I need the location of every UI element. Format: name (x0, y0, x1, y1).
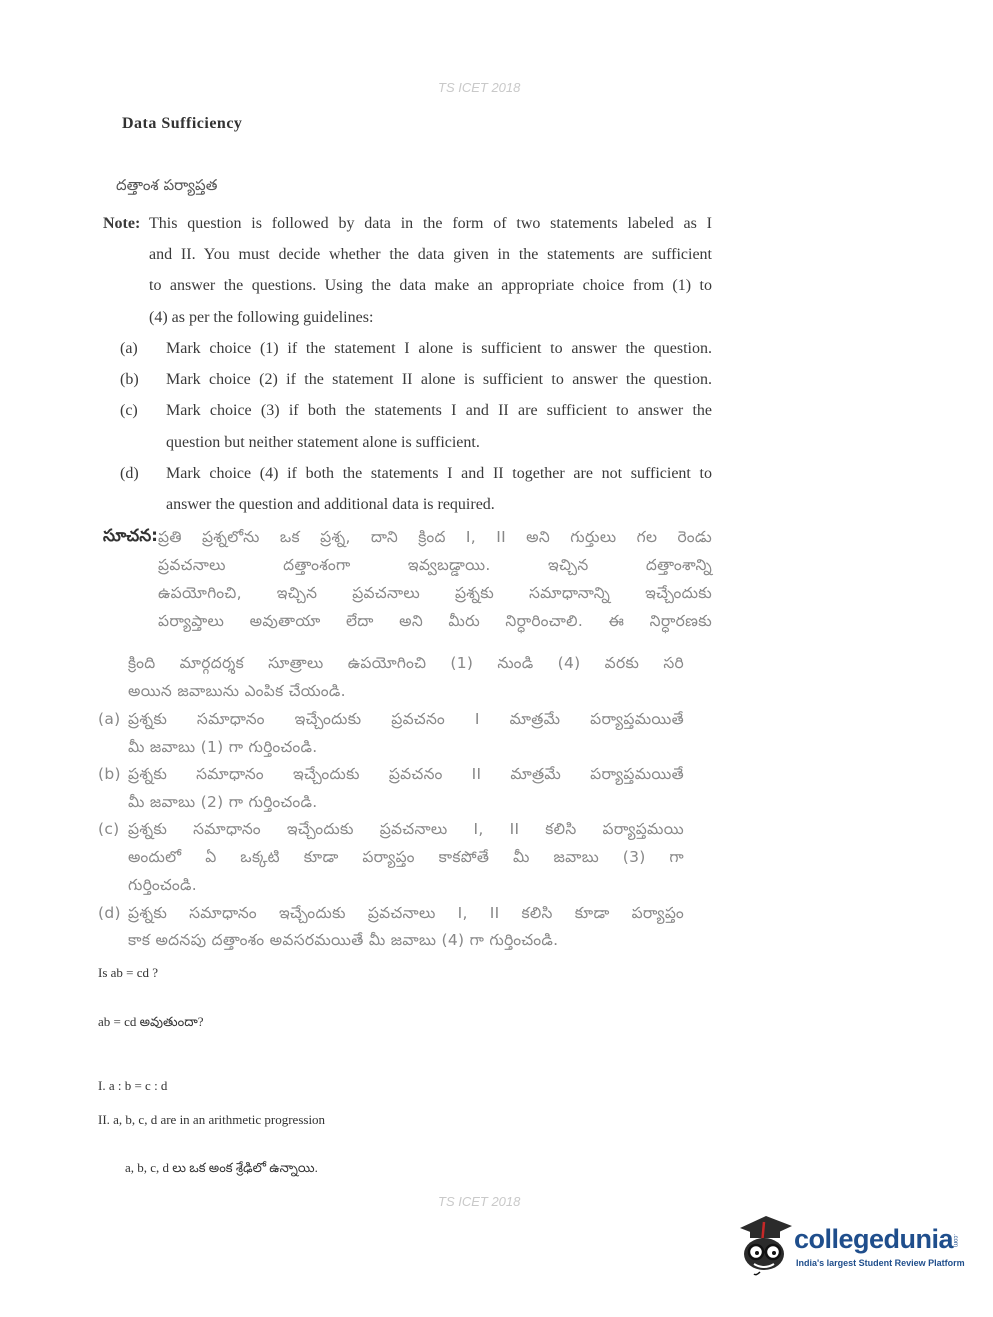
graduate-mascot-icon (734, 1210, 794, 1280)
choice-line-te: గుర్తించండి. (128, 876, 197, 894)
choice-line-te: ప్రశ్నకు సమాధానం ఇచ్చేందుకు ప్రవచనం I మాత్రమే పర్యాప్తమయితే (128, 710, 684, 728)
section-title: Data Sufficiency (122, 115, 243, 132)
note-line: and II. You must decide whether the data given in the statements are sufficient (149, 246, 712, 263)
note-te-line: ప్రవచనాలు దత్తాంశంగా ఇవ్వబడ్డాయి. ఇచ్చిన దత్తాంశాన్ని (158, 556, 712, 574)
statement-one: I. a : b = c : d (98, 1078, 168, 1093)
question-text-telugu: ab = cd అవుతుందా? (98, 1014, 204, 1029)
choice-line: question but neither statement alone is sufficient. (166, 434, 480, 451)
choice-marker-te: (d) (98, 904, 121, 922)
collegedunia-logo (734, 1210, 964, 1280)
choice-line-te: ప్రశ్నకు సమాధానం ఇచ్చేందుకు ప్రవచనాలు I, II కలిసి కూడా పర్యాప్తం (128, 904, 684, 922)
footer-watermark: TS ICET 2018 (438, 1194, 521, 1209)
choice-line-te: ప్రశ్నకు సమాధానం ఇచ్చేందుకు ప్రవచనాలు I, II కలిసి పర్యాప్తమయి (128, 820, 684, 838)
note-line: (4) as per the following guidelines: (149, 309, 374, 326)
choice-marker-te: (b) (98, 765, 121, 783)
section-title-telugu: దత్తాంశ పర్యాప్తత (116, 176, 218, 194)
note-te-line: ప్రతి ప్రశ్నలోను ఒక ప్రశ్న, దాని క్రింద I, II అని గుర్తులు గల రెండు (158, 528, 712, 546)
choice-line-te: మీ జవాబు (1) గా గుర్తించండి. (128, 738, 318, 756)
choice-marker-te: (c) (98, 820, 120, 838)
question-text: Is ab = cd ? (98, 965, 159, 980)
note-label: Note: (103, 215, 141, 232)
choice-line: answer the question and additional data is required. (166, 496, 495, 513)
note-line: to answer the questions. Using the data make an appropriate choice from (1) to (149, 277, 712, 294)
logo-domain-suffix: .com (952, 1234, 958, 1248)
note-label-telugu: సూచన: (103, 526, 158, 546)
choice-line: Mark choice (4) if both the statements I and II together are not sufficient to (166, 465, 712, 482)
note-te-line: అయిన జవాబును ఎంపిక చేయండి. (128, 682, 346, 700)
choice-line: Mark choice (3) if both the statements I and II are sufficient to answer the (166, 402, 712, 419)
note-te-line: క్రింది మార్గదర్శక సూత్రాలు ఉపయోగించి (1) నుండి (4) వరకు సరి (128, 654, 684, 672)
logo-tagline: India's largest Student Review Platform (796, 1258, 965, 1268)
choice-line-te: కాక అదనపు దత్తాంశం అవసరమయితే మీ జవాబు (4) గా గుర్తించండి. (128, 931, 559, 949)
choice-marker-te: (a) (98, 710, 121, 728)
header-watermark: TS ICET 2018 (438, 80, 521, 95)
choice-line: Mark choice (2) if the statement II alone is sufficient to answer the question. (166, 371, 712, 388)
choice-marker: (d) (120, 465, 139, 482)
note-te-line: పర్యాప్తాలు అవుతాయా లేదా అని మీరు నిర్ధారించాలి. ఈ నిర్ధారణకు (158, 612, 712, 630)
choice-line-te: ప్రశ్నకు సమాధానం ఇచ్చేందుకు ప్రవచనం II మాత్రమే పర్యాప్తమయితే (128, 765, 684, 783)
choice-line-te: మీ జవాబు (2) గా గుర్తించండి. (128, 793, 318, 811)
note-te-line: ఉపయోగించి, ఇచ్చిన ప్రవచనాలు ప్రశ్నకు సమాధానాన్ని ఇచ్చేందుకు (158, 584, 712, 602)
logo-wordmark: collegedunia (794, 1224, 954, 1254)
statement-two-telugu: a, b, c, d లు ఒక అంక శ్రేఢిలో ఉన్నాయి. (125, 1160, 318, 1175)
choice-marker: (a) (120, 340, 138, 357)
choice-marker: (c) (120, 402, 138, 419)
choice-line-te: అందులో ఏ ఒక్కటి కూడా పర్యాప్తం కాకపోతే మీ జవాబు (3) గా (128, 848, 684, 866)
choice-line: Mark choice (1) if the statement I alone is sufficient to answer the question. (166, 340, 712, 357)
choice-marker: (b) (120, 371, 139, 388)
statement-two: II. a, b, c, d are in an arithmetic progression (98, 1112, 326, 1127)
note-line: This question is followed by data in the form of two statements labeled as I (149, 215, 712, 232)
